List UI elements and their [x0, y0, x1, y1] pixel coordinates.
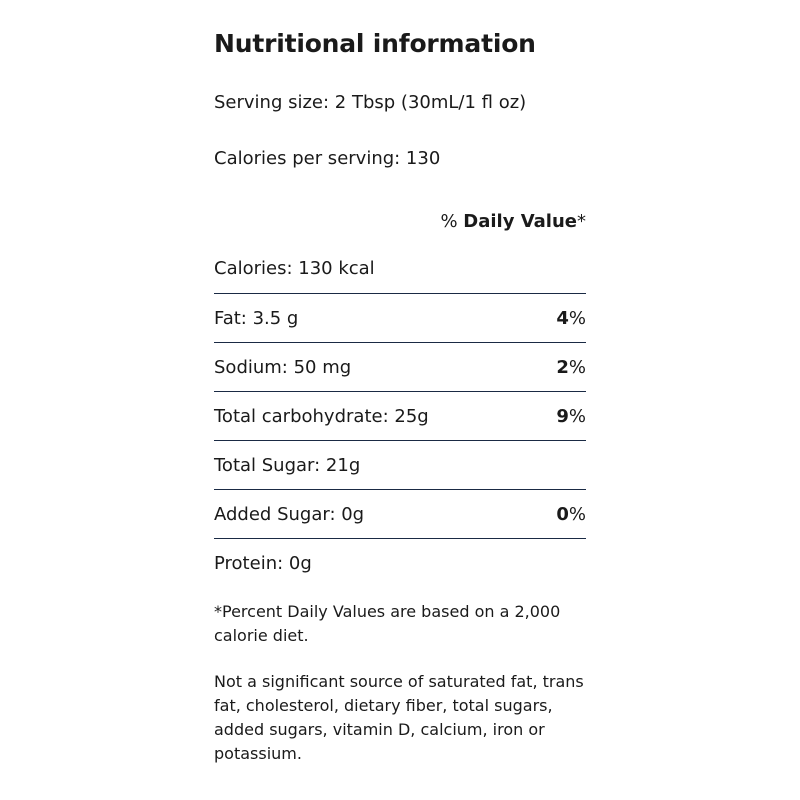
nutrient-row-fat	[214, 293, 586, 342]
daily-value-footnote: *Percent Daily Values are based on a 2,000 calorie diet.	[214, 602, 561, 645]
nutrient-label: Total Sugar: 21g	[214, 454, 361, 476]
nutrient-row-sodium	[214, 342, 586, 391]
page-title: Nutritional information	[214, 29, 536, 58]
daily-value-label: Daily Value	[463, 211, 577, 232]
serving-size: Serving size: 2 Tbsp (30mL/1 fl oz)	[214, 92, 527, 113]
nutrient-label: Fat: 3.5 g	[214, 307, 299, 329]
nutrient-table	[214, 244, 586, 587]
nutrient-label: Sodium: 50 mg	[214, 356, 352, 378]
nutrient-label: Total carbohydrate: 25g	[214, 405, 429, 427]
daily-value-asterisk: *	[577, 211, 586, 232]
nutrient-label: Calories: 130 kcal	[214, 258, 375, 279]
nutrient-row-total-sugar	[214, 440, 586, 489]
nutrient-percent: 0%	[556, 503, 586, 525]
nutrient-row-added-sugar	[214, 489, 586, 538]
daily-value-header	[440, 210, 586, 234]
nutrient-row-carbohydrate	[214, 391, 586, 440]
insignificant-sources-note: Not a significant source of saturated fat, trans fat, cholesterol, dietary fiber, total sugars, added sugars, vitamin D, calcium, iron or potassium.	[214, 672, 584, 763]
nutrient-label: Added Sugar: 0g	[214, 503, 365, 525]
nutrient-percent: 4%	[556, 307, 586, 329]
nutrient-label: Protein: 0g	[214, 552, 312, 574]
nutrient-row-calories	[214, 244, 586, 293]
nutrient-row-protein	[214, 538, 586, 587]
nutrient-percent: 2%	[556, 356, 586, 378]
calories-per-serving: Calories per serving: 130	[214, 148, 441, 169]
nutrient-percent: 9%	[556, 405, 586, 427]
daily-value-prefix: %	[440, 211, 464, 232]
